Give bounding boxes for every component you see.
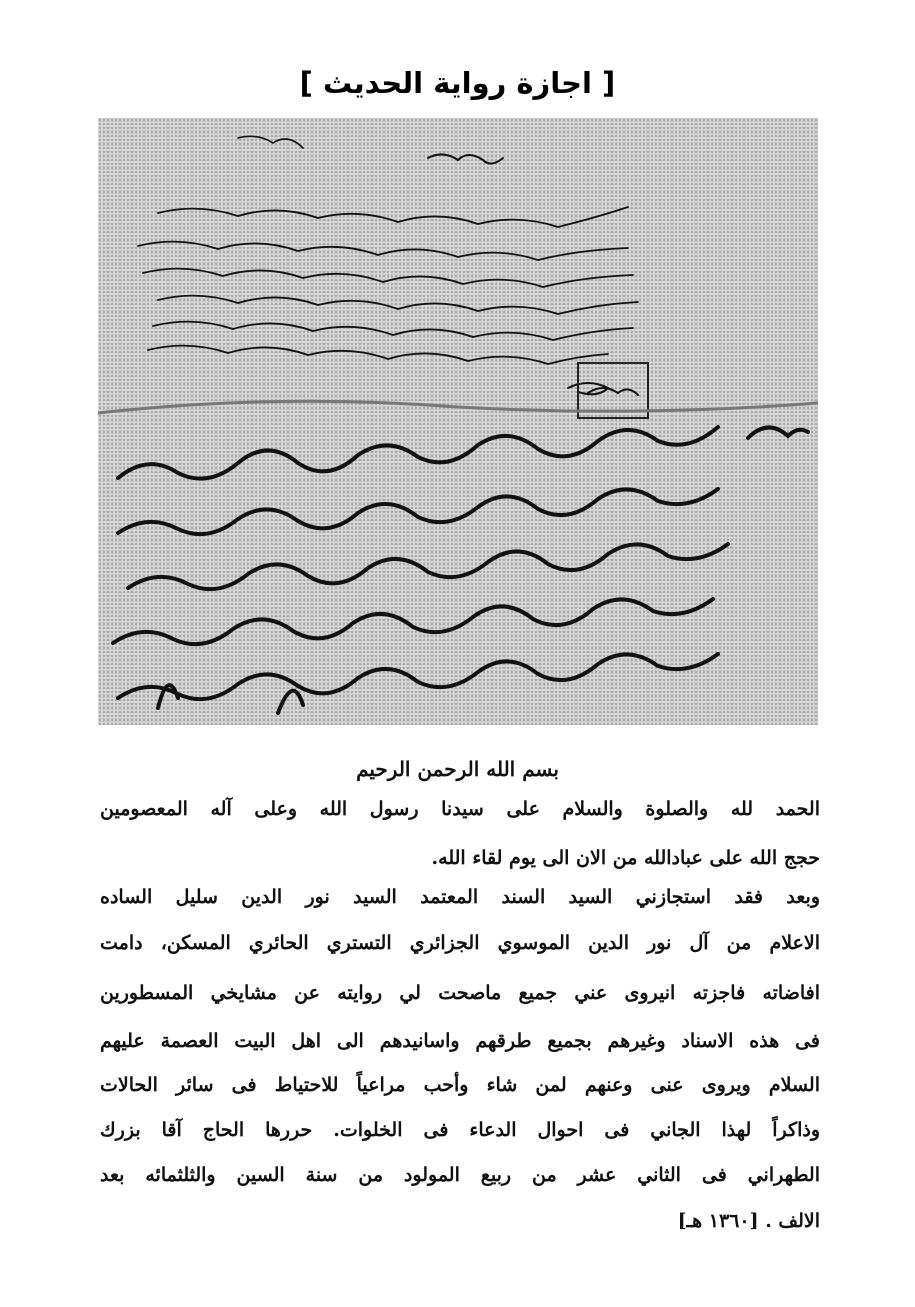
text-line-2: حجج الله على عبادالله من الان الى يوم لقاء الله. xyxy=(431,847,820,869)
page-heading: [ اجازة رواية الحديث ] xyxy=(299,66,616,100)
text-line-10: الالف . [١٣٦٠ هـ] xyxy=(677,1210,820,1232)
basmala: بسم الله الرحمن الرحيم xyxy=(356,757,559,781)
text-line-3: وبعد فقد استجازني السيد السند المعتمد السيد نور الدين سليل الساده xyxy=(100,886,820,908)
text-line-4: الاعلام من آل نور الدين الموسوي الجزائري التستري الحائري المسكن، دامت xyxy=(100,932,820,954)
manuscript-photo xyxy=(98,118,818,725)
text-line-9: الطهراني فى الثاني عشر من ربيع المولود من سنة السين والثلثمائه بعد xyxy=(100,1164,820,1186)
text-line-8: وذاكراً لهذا الجاني فى احوال الدعاء فى الخلوات. حررها الحاج آقا بزرك xyxy=(100,1119,820,1141)
text-line-5: افاضاته فاجزته انيروى عني جميع ماصحت لي روايته عن مشايخي المسطورين xyxy=(100,982,820,1004)
manuscript-scribbles xyxy=(98,118,818,725)
text-line-6: فى هذه الاسناد وغيرهم بجميع طرقهم واسانيدهم الى اهل البيت العصمة عليهم xyxy=(100,1030,820,1052)
text-line-1: الحمد لله والصلوة والسلام على سيدنا رسول الله وعلى آله المعصومين xyxy=(100,798,820,820)
text-line-7: السلام ويروى عنى وعنهم لمن شاء وأحب مراعياً للاحتياط فى سائر الحالات xyxy=(100,1074,820,1096)
